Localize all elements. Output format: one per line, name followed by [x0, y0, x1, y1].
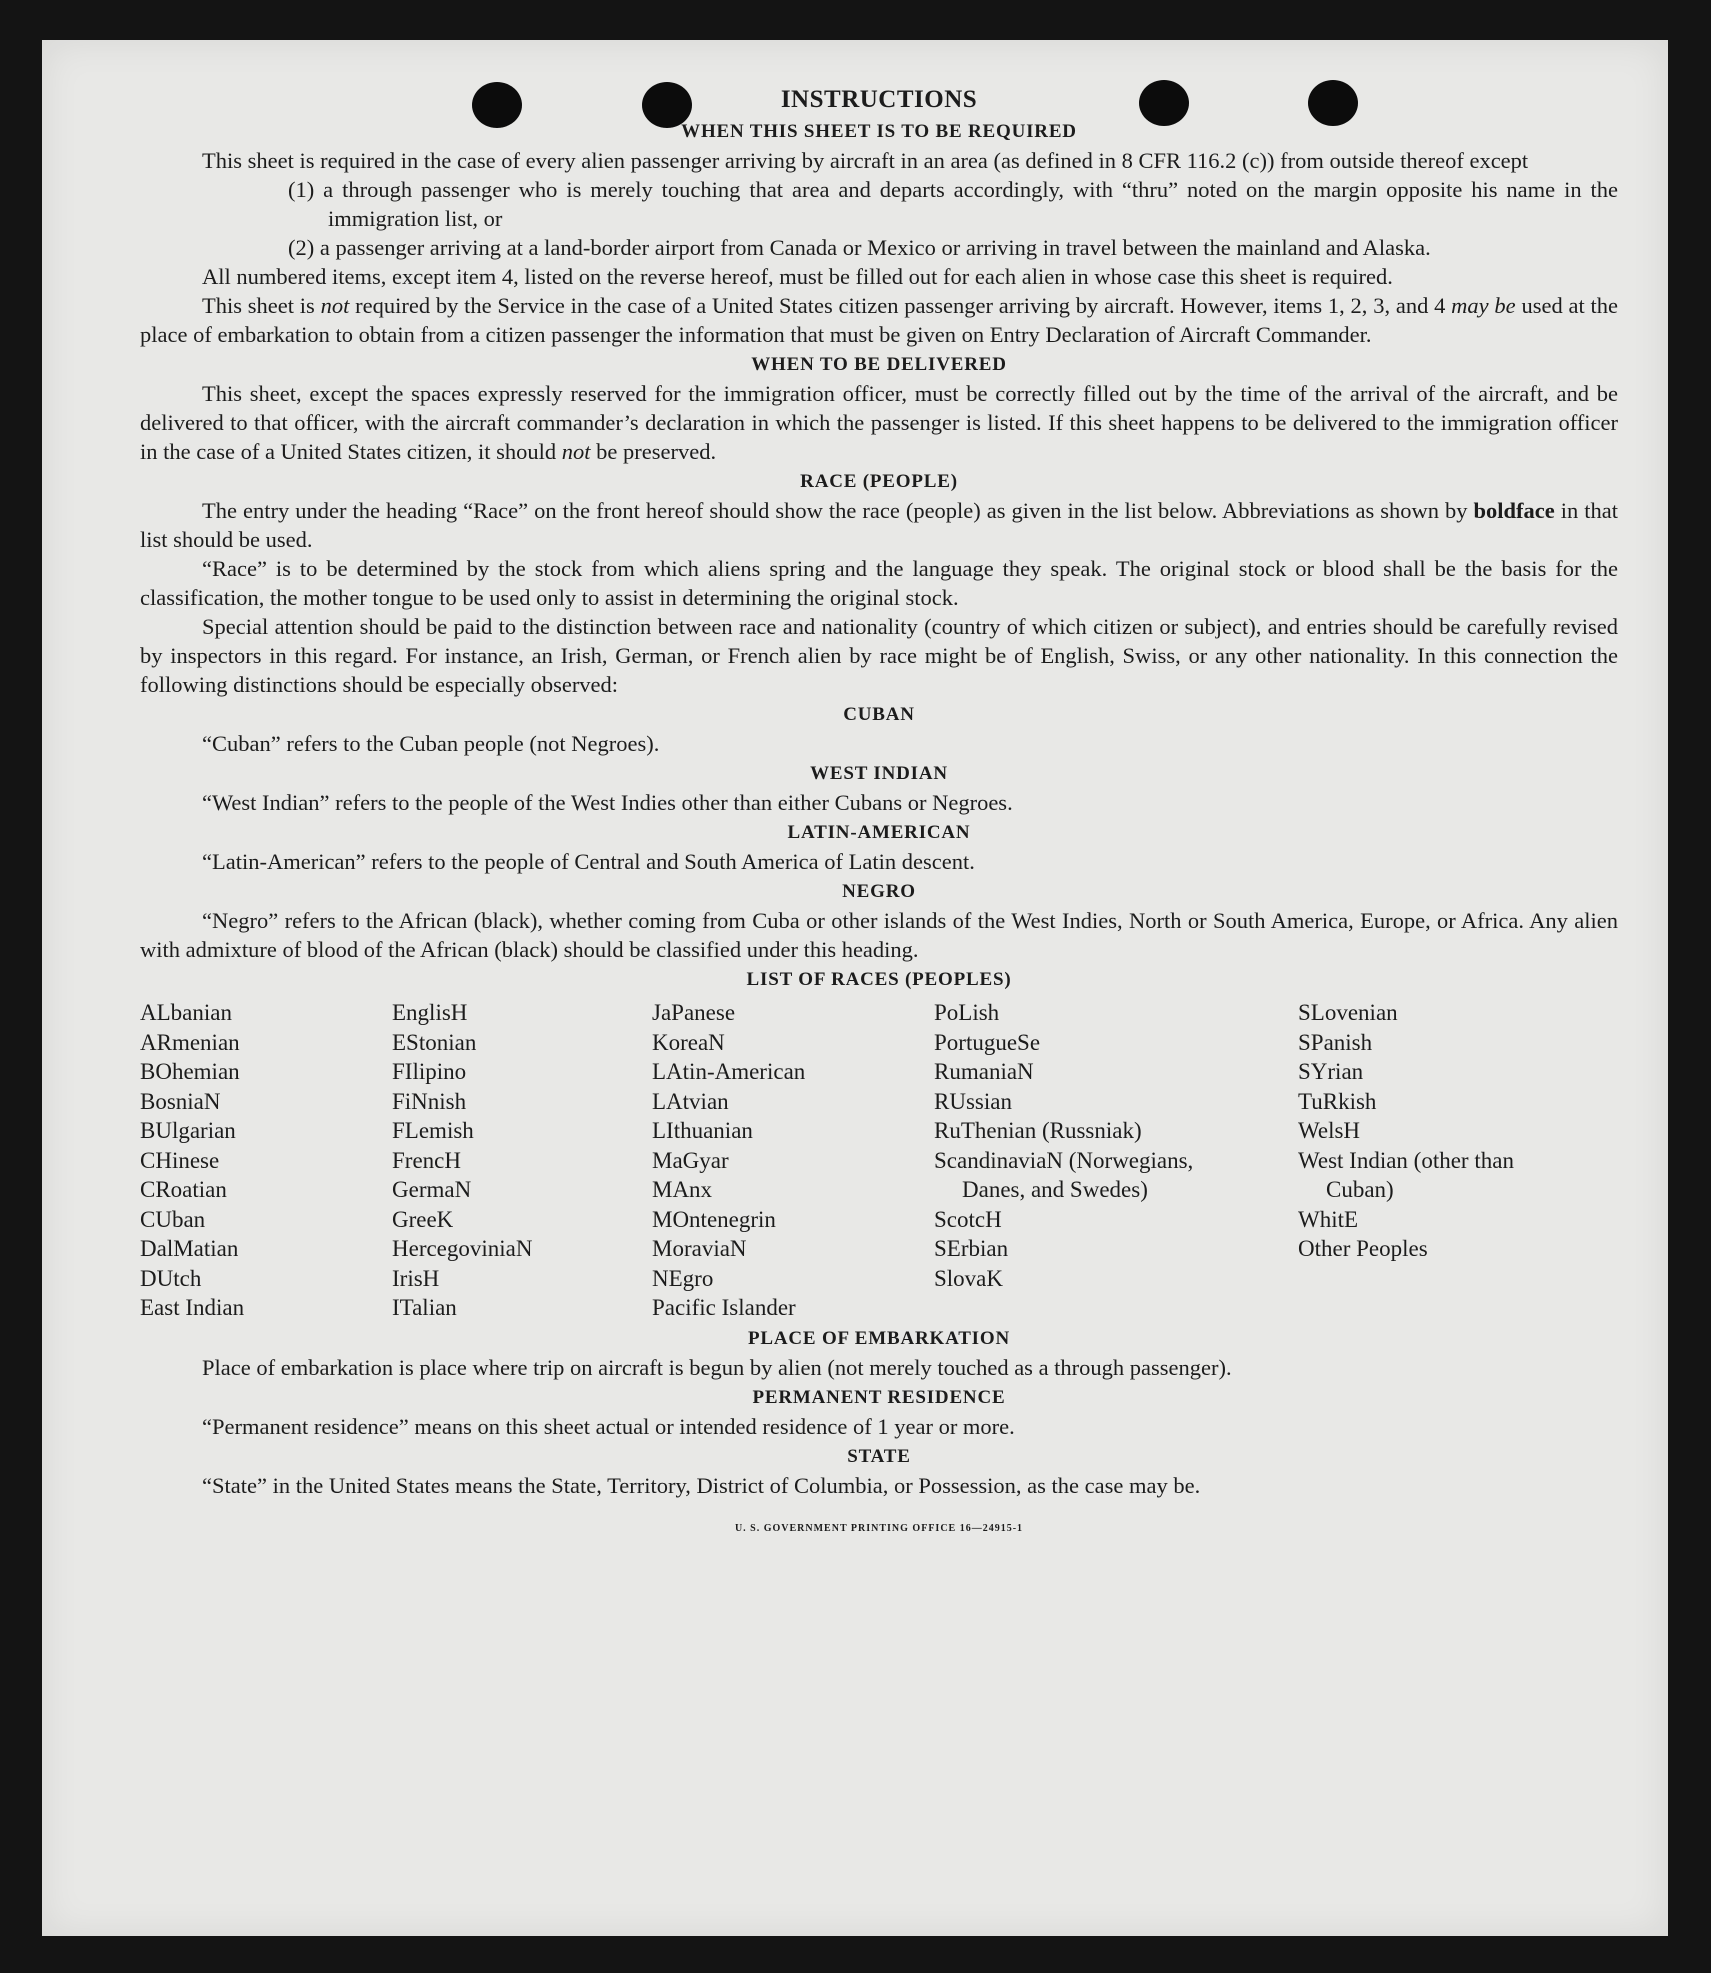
race-list-item: NEgro: [652, 1265, 714, 1291]
race-para-2: “Race” is to be determined by the stock from which aliens spring and the language they speak. The original stock or blood shall be the basis for the classification, the mother tongue to be used only to assist in determining the original stock.: [140, 556, 1618, 610]
race-column-1: [140, 998, 392, 1323]
race-column-5: [1298, 998, 1558, 1323]
race-list-item: RuThenian (Russniak): [934, 1118, 1142, 1143]
race-list-item: SErbian: [934, 1236, 1009, 1261]
race-list-item: JaPanese: [652, 1000, 736, 1025]
required-intro: This sheet is required in the case of every alien passenger arriving by aircraft in an area (as defined in 8 CFR 116.2 (c)) from outside thereof except: [202, 148, 1529, 173]
race-list-item: KoreaN: [652, 1029, 725, 1055]
race-list-item: PortugueSe: [934, 1029, 1041, 1055]
heading-negro: NEGRO: [842, 881, 916, 902]
race-list-item: ALbanian: [140, 1000, 232, 1025]
race-list-item: CHinese: [140, 1147, 220, 1173]
text-run: used at the place of embarkation to obtain from a citizen passenger the information that must be given on Entry Declaration of Aircraft Commander.: [140, 293, 1618, 347]
race-list-item: GreeK: [392, 1206, 454, 1232]
text-run-italic: not: [561, 439, 591, 464]
negro-text: “Negro” refers to the African (black), whether coming from Cuba or other islands of the West Indies, North or South America, Europe, or Africa. Any alien with admixture of blood of the African (black) should be classified under this heading.: [140, 908, 1618, 962]
heading-race: RACE (PEOPLE): [800, 471, 958, 492]
race-list-item: BOhemian: [140, 1059, 240, 1084]
race-list-item: MOntenegrin: [652, 1206, 776, 1232]
race-list-item: ScandinaviaN (Norwegians, Danes, and Swedes): [934, 1147, 1194, 1202]
race-list-item: ScotcH: [934, 1206, 1002, 1232]
race-list-item: CRoatian: [140, 1177, 227, 1202]
race-list-item: ITalian: [392, 1295, 457, 1320]
race-list-item: TuRkish: [1298, 1088, 1377, 1114]
race-list-item: IrisH: [392, 1265, 440, 1291]
text-run: in that list should be used.: [140, 498, 1618, 552]
race-column-3: [652, 998, 934, 1323]
text-run: required by the Service in the case of a United States citizen passenger arriving by aircraft. However, items 1, 2, 3, and 4: [349, 293, 1452, 318]
race-list-item: PoLish: [934, 1000, 1000, 1025]
race-list-item: SLovenian: [1298, 1000, 1398, 1025]
race-list-item: WelsH: [1298, 1118, 1361, 1143]
race-list-item: SPanish: [1298, 1029, 1373, 1055]
race-list-item: LAtvian: [652, 1088, 729, 1114]
race-list-item: CUban: [140, 1206, 206, 1232]
race-list-item: MaGyar: [652, 1147, 729, 1173]
race-column-4: [934, 998, 1298, 1323]
text-run: This sheet is: [202, 293, 321, 318]
required-item-2: (2) a passenger arriving at a land-border airport from Canada or Mexico or arriving in travel between the mainland and Alaska.: [288, 235, 1431, 260]
race-para-3: Special attention should be paid to the distinction between race and nationality (country of which citizen or subject), and entries should be carefully revised by inspectors in this regard. For instance, an Irish, German, or French alien by race might be of English, Swiss, or any other nationality. In this connection the following distinctions should be especially observed:: [140, 614, 1618, 697]
race-list-item: SYrian: [1298, 1059, 1364, 1084]
printer-imprint: U. S. GOVERNMENT PRINTING OFFICE 16—24915-1: [734, 1522, 1024, 1534]
text-run: be preserved.: [590, 439, 717, 464]
heading-cuban: CUBAN: [843, 704, 915, 725]
text-run-italic: not: [320, 293, 350, 318]
cuban-text: “Cuban” refers to the Cuban people (not Negroes).: [202, 731, 660, 756]
document-body: [140, 84, 1618, 1543]
race-list-item: BUlgarian: [140, 1118, 236, 1143]
race-list-item: RumaniaN: [934, 1059, 1034, 1084]
race-list-item: MAnx: [652, 1177, 713, 1202]
required-para-2: All numbered items, except item 4, listed on the reverse hereof, must be filled out for each alien in whose case this sheet is required.: [202, 264, 1393, 289]
heading-permanent-residence: PERMANENT RESIDENCE: [752, 1386, 1006, 1408]
race-list-item: BosniaN: [140, 1088, 221, 1114]
race-list-item: EStonian: [392, 1029, 477, 1055]
race-list-item: DalMatian: [140, 1236, 239, 1261]
heading-required: WHEN THIS SHEET IS TO BE REQUIRED: [681, 121, 1077, 142]
race-list-item: LAtin-American: [652, 1059, 806, 1084]
race-list: [140, 998, 1618, 1323]
race-list-item: FrencH: [392, 1147, 461, 1173]
state-text: “State” in the United States means the State, Territory, District of Columbia, or Possession, as the case may be.: [202, 1472, 1201, 1498]
heading-state: STATE: [847, 1445, 911, 1467]
race-list-item: FiNnish: [392, 1088, 467, 1114]
race-list-item: WhitE: [1298, 1206, 1359, 1232]
page-title: INSTRUCTIONS: [780, 86, 978, 113]
heading-west-indian: WEST INDIAN: [810, 763, 948, 784]
race-list-item: West Indian (other than Cuban): [1298, 1147, 1514, 1202]
required-item-1: (1) a through passenger who is merely touching that area and departs accordingly, with “thru” noted on the margin opposite his name in the immigration list, or: [288, 177, 1618, 231]
heading-delivered: WHEN TO BE DELIVERED: [751, 354, 1007, 375]
race-para-1: [140, 496, 1618, 554]
heading-latin-american: LATIN-AMERICAN: [787, 822, 971, 843]
race-list-item: Pacific Islander: [652, 1295, 796, 1320]
race-list-item: HercegoviniaN: [392, 1236, 533, 1261]
race-list-item: MoraviaN: [652, 1236, 747, 1261]
race-list-item: ARmenian: [140, 1029, 240, 1055]
heading-embarkation: PLACE OF EMBARKATION: [748, 1327, 1010, 1349]
race-list-item: SlovaK: [934, 1265, 1003, 1291]
latin-american-text: “Latin-American” refers to the people of Central and South America of Latin descent.: [202, 849, 975, 874]
heading-race-list: LIST OF RACES (PEOPLES): [746, 969, 1012, 990]
race-list-item: GermaN: [392, 1177, 472, 1202]
race-list-item: EnglisH: [392, 1000, 468, 1025]
embarkation-text: Place of embarkation is place where trip on aircraft is begun by alien (not merely touched as a through passenger).: [202, 1354, 1232, 1380]
race-list-item: DUtch: [140, 1265, 202, 1291]
race-list-item: FLemish: [392, 1118, 474, 1143]
text-run-bold: boldface: [1473, 498, 1555, 523]
race-list-item: LIthuanian: [652, 1118, 753, 1143]
permanent-residence-text: “Permanent residence” means on this sheet actual or intended residence of 1 year or more.: [202, 1413, 1015, 1439]
race-list-item: RUssian: [934, 1088, 1012, 1114]
race-list-item: FIlipino: [392, 1059, 467, 1084]
document-sheet: [42, 40, 1668, 1936]
text-run: The entry under the heading “Race” on the front hereof should show the race (people) as given in the list below. Abbreviations as shown by: [202, 498, 1474, 523]
required-para-3: [140, 291, 1618, 349]
west-indian-text: “West Indian” refers to the people of the West Indies other than either Cubans or Negroes.: [202, 790, 1013, 815]
text-run-italic: may be: [1451, 293, 1516, 318]
race-list-item: Other Peoples: [1298, 1236, 1428, 1261]
race-list-item: East Indian: [140, 1295, 245, 1320]
race-column-2: [392, 998, 652, 1323]
delivered-text: [140, 379, 1618, 466]
text-run: This sheet, except the spaces expressly reserved for the immigration officer, must be correctly filled out by the time of the arrival of the aircraft, and be delivered to that officer, with the aircraft commander’s declaration in which the passenger is listed. If this sheet happens to be delivered to the immigration officer in the case of a United States citizen, it should: [140, 381, 1618, 464]
